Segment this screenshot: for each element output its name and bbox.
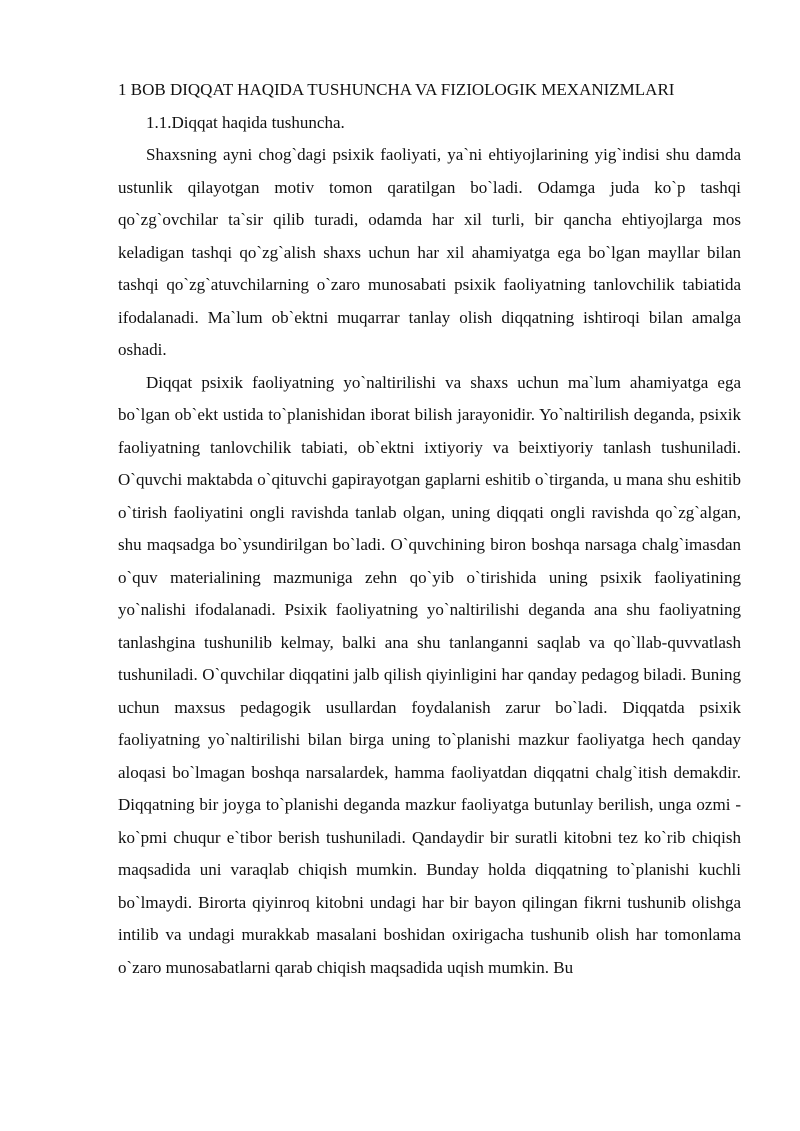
paragraph-1: Shaxsning ayni chog`dagi psixik faoliyati, ya`ni ehtiyojlarining yig`indisi shu damda ustunlik qilayotgan motiv tomon qaratilgan bo`ladi. Odamga juda ko`p tashqi qo`zg`ovchilar ta`sir qilib turadi, odamda har xil turli, bir qancha ehtiyojlarga mos keladigan tashqi qo`zg`alish shaxs uchun har xil ahamiyatga ega bo`lgan mayllar bilan tashqi qo`zg`atuvchilarning o`zaro munosabati psixik faoliyatning tanlovchilik tabiatida ifodalanadi. Ma`lum ob`ektni muqarrar tanlay olish diqqatning ishtiroqi bilan amalga oshadi. [118,145,741,359]
section-title: 1.1.Diqqat haqida tushuncha. [146,112,345,132]
chapter-title: 1 BOB DIQQAT HAQIDA TUSHUNCHA VA FIZIOLOGIK MEXANIZMLARI [118,80,675,99]
paragraph-2: Diqqat psixik faoliyatning yo`naltirilishi va shaxs uchun ma`lum ahamiyatga ega bo`lgan ob`ekt ustida to`planishidan iborat bilish jarayonidir. Yo`naltirilish deganda, psixik faoliyatning tanlovchilik tabiati, ob`ektni ixtiyoriy va beixtiyoriy tanlash tushuniladi. O`quvchi maktabda o`qituvchi gapirayotgan gaplarni eshitib o`tirganda, u mana shu eshitib o`tirish faoliyatini ongli ravishda tanlab olgan, uning diqqati ongli ravishda qo`zg`algan, shu maqsadga bo`ysundirilgan bo`ladi. O`quvchining biron boshqa narsaga chalg`imasdan o`quv materialining mazmuniga zehn qo`yib o`tirishida uning psixik faoliyatining yo`nalishi ifodalanadi. Psixik faoliyatning yo`naltirilishi deganda ana shu faoliyatning tanlashgina tushunilib kelmay, balki ana shu tanlanganni saqlab va qo`llab-quvvatlash tushuniladi. O`quvchilar diqqatini jalb qilish qiyinligini har qanday pedagog biladi. Buning uchun maxsus pedagogik usullardan foydalanish zarur bo`ladi. Diqqatda psixik faoliyatning yo`naltirilishi bilan birga uning to`planishi mazkur faoliyatga hech qanday aloqasi bo`lmagan boshqa narsalardek, hamma faoliyatdan diqqatni chalg`itish demakdir. Diqqatning bir joyga to`planishi deganda mazkur faoliyatga butunlay berilish, unga ozmi - ko`pmi chuqur e`tibor berish tushuniladi. Qandaydir bir suratli kitobni tez ko`rib chiqish maqsadida uni varaqlab chiqish mumkin. Bunday holda diqqatning to`planishi kuchli bo`lmaydi. Birorta qiyinroq kitobni undagi har bir bayon qilingan fikrni tushunib olishga intilib va undagi murakkab masalani boshidan oxirigacha tushunib olish har tomonlama o`zaro munosabatlarni qarab chiqish maqsadida uqish mumkin. Bu [118,372,741,977]
document-page [118,74,741,984]
